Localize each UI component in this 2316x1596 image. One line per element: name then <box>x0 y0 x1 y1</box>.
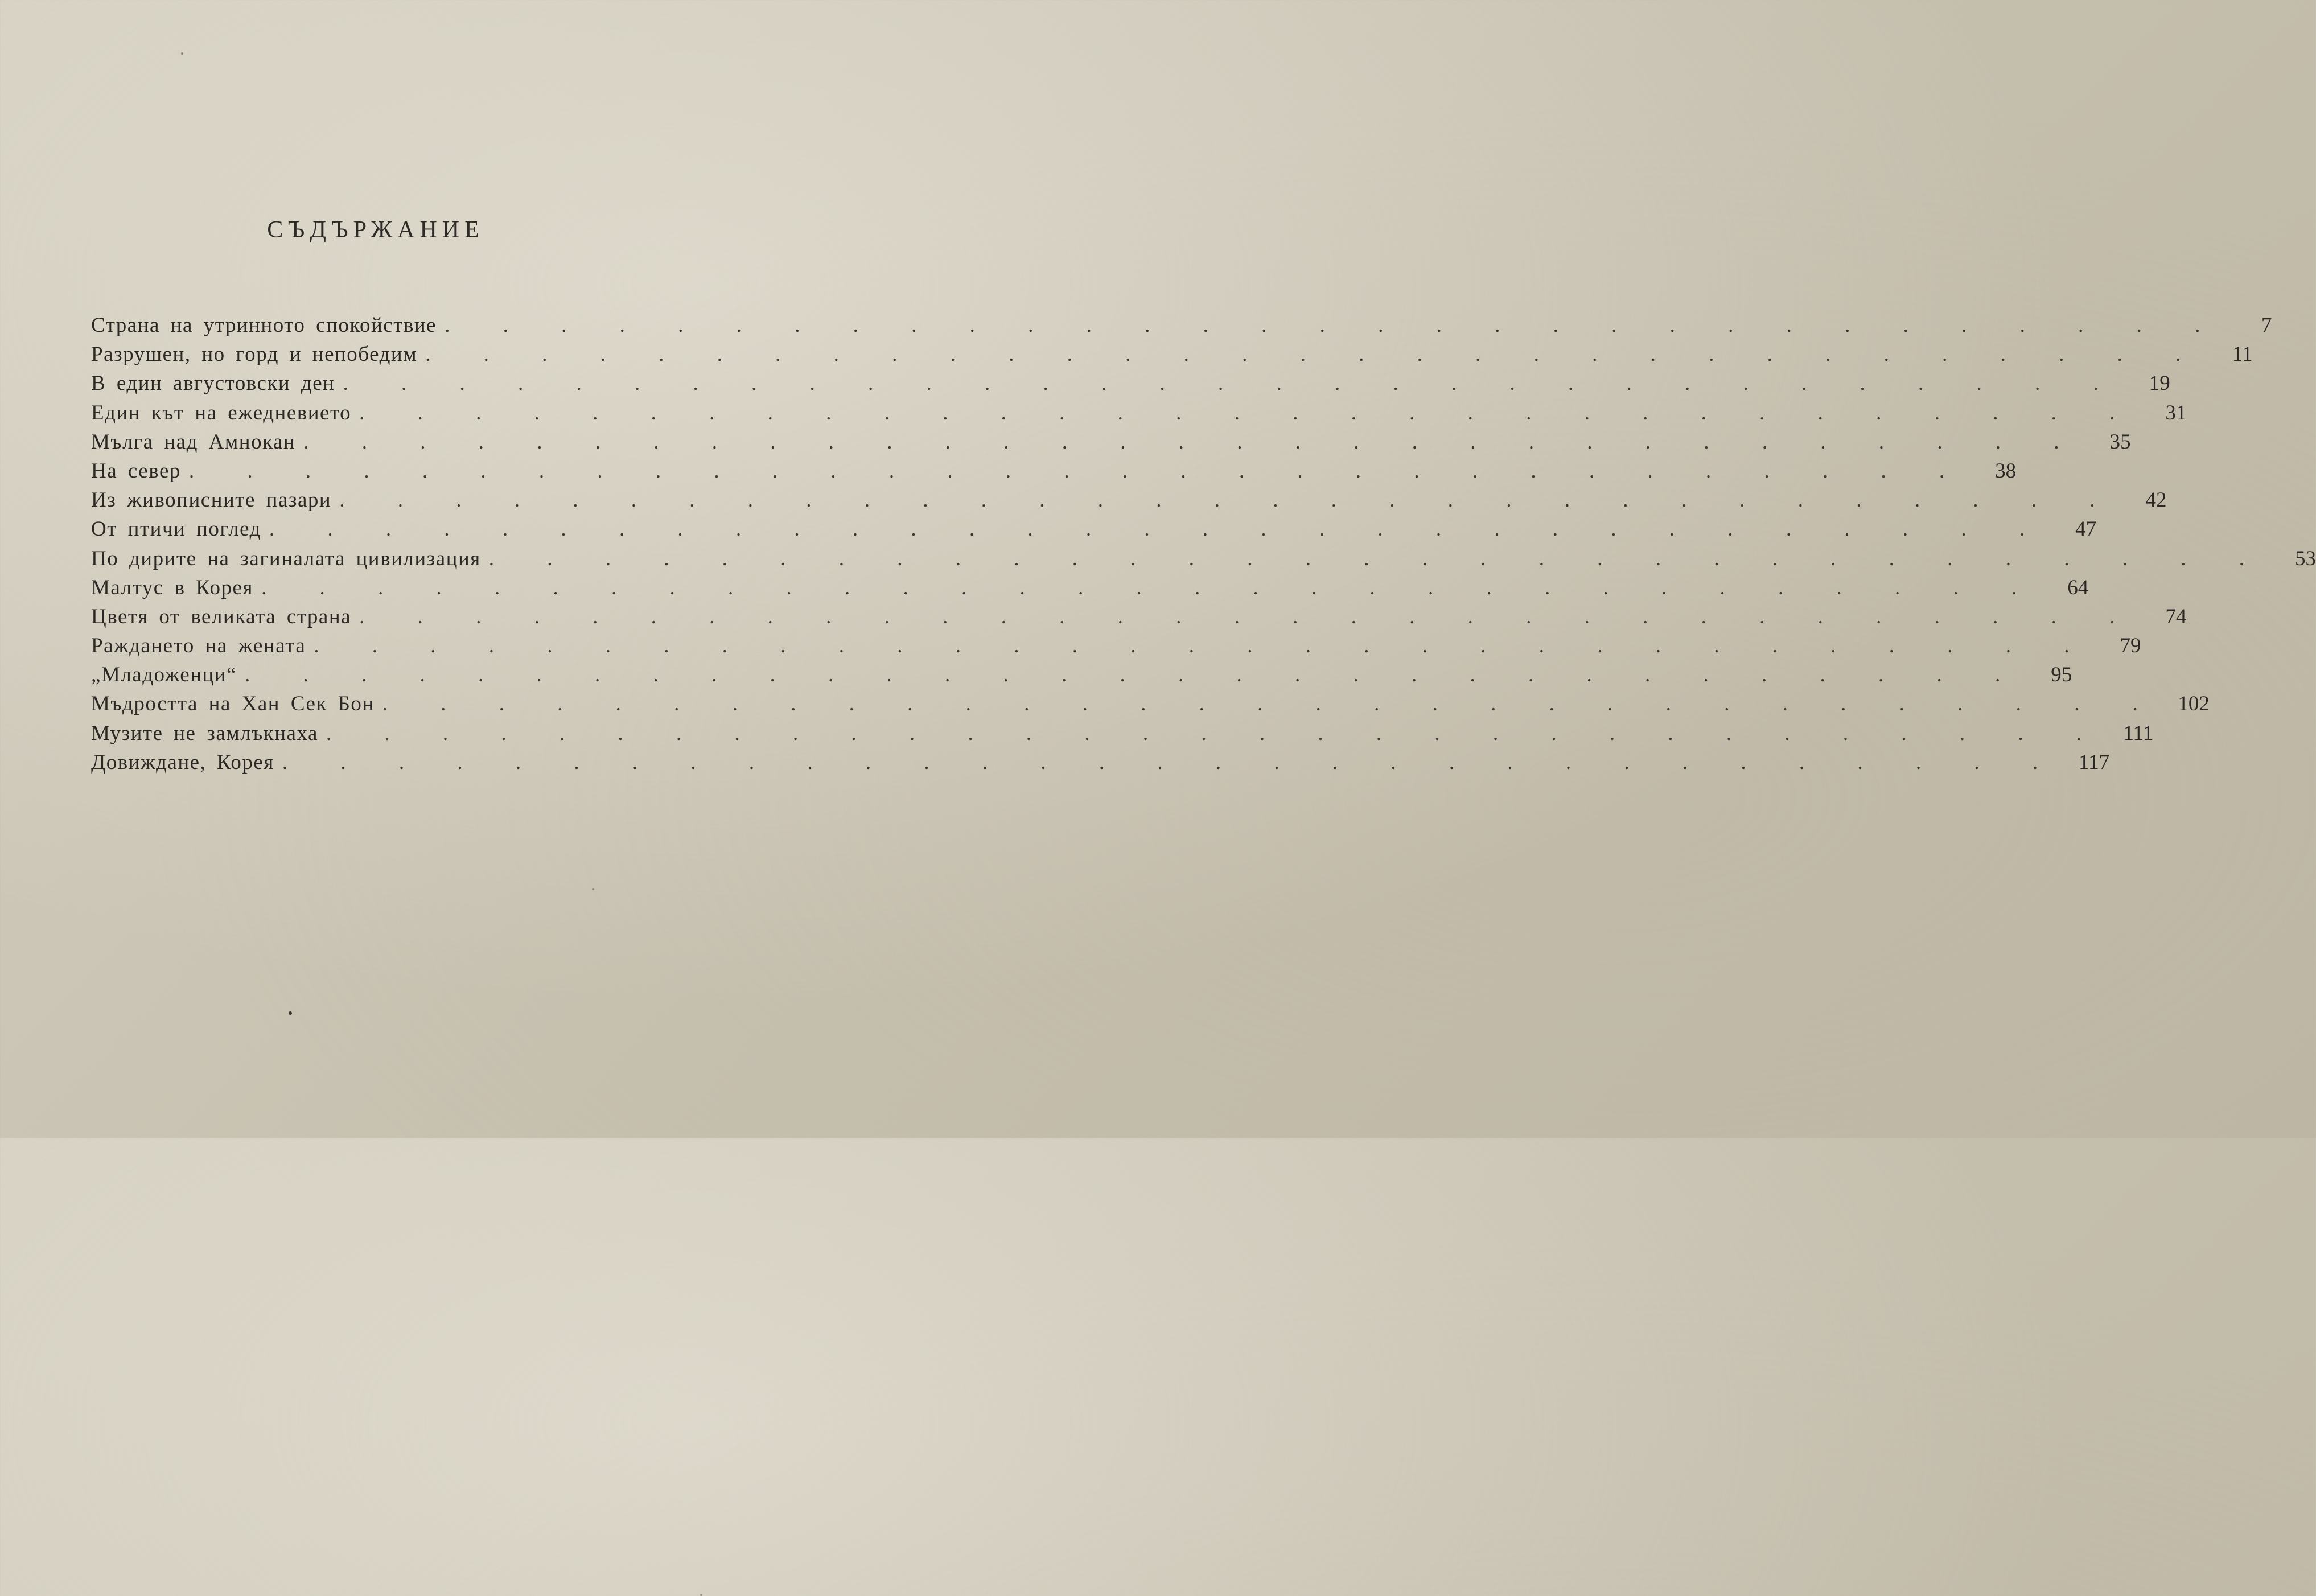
toc-entry-title: Цветя от великата страна <box>91 604 352 628</box>
toc-entry-title: От птичи поглед <box>91 517 261 541</box>
toc-entry-page: 64 <box>2067 575 2089 599</box>
toc-entry <box>91 488 2167 517</box>
toc-entry-page: 95 <box>2051 663 2072 687</box>
toc-leader-dots: . . . . . . . . . . . . . . . . . . . . . . . . . . . . . . . <box>425 343 2203 367</box>
toc-entry <box>91 750 2110 779</box>
toc-entry-page: 38 <box>1995 459 2017 483</box>
toc-leader-dots: . . . . . . . . . . . . . . . . . . . . . . . . . . . . . . . <box>359 604 2137 628</box>
toc-leader-dots: . . . . . . . . . . . . . . . . . . . . . . . . . . . . . . . <box>339 488 2117 512</box>
toc-entry <box>91 371 2170 400</box>
toc-entry <box>91 634 2141 663</box>
toc-entry-title: Довиждане, Корея <box>91 750 274 774</box>
toc-entry-page: 31 <box>2165 401 2187 425</box>
toc-entry <box>91 546 2316 575</box>
toc-entry-page: 117 <box>2078 750 2110 774</box>
toc-entry-page: 79 <box>2120 634 2141 658</box>
toc-entry <box>91 313 2272 342</box>
toc-leader-dots: . . . . . . . . . . . . . . . . . . . . . . . . . . . . . . . <box>188 459 1967 483</box>
toc-leader-dots: . . . . . . . . . . . . . . . . . . . . . . . . . . . . . . . <box>382 692 2159 716</box>
toc-leader-dots: . . . . . . . . . . . . . . . . . . . . . . . . . . . . . . . <box>488 546 2266 570</box>
toc-entry <box>91 575 2089 604</box>
toc-entry-title: Музите не замлъкнаха <box>91 721 318 745</box>
toc-entry <box>91 342 2253 371</box>
toc-entry-title: Мълга над Амнокан <box>91 430 296 454</box>
toc-leader-dots: . . . . . . . . . . . . . . . . . . . . . . . . . . . . . . . <box>244 663 2022 687</box>
toc-entry <box>91 663 2072 692</box>
toc-entry <box>91 517 2097 546</box>
toc-entry-page: 42 <box>2145 488 2167 512</box>
toc-leader-dots: . . . . . . . . . . . . . . . . . . . . . . . . . . . . . . . <box>269 517 2047 541</box>
toc-entry-title: Мъдростта на Хан Сек Бон <box>91 692 375 716</box>
toc-leader-dots: . . . . . . . . . . . . . . . . . . . . . . . . . . . . . . . <box>282 750 2060 774</box>
toc-entry <box>91 604 2187 634</box>
toc-entry-title: Из живописните пазари <box>91 488 332 512</box>
toc-leader-dots: . . . . . . . . . . . . . . . . . . . . . . . . . . . . . . . <box>326 721 2104 745</box>
toc-entry-page: 53 <box>2295 546 2316 570</box>
toc-entry-page: 102 <box>2178 692 2210 716</box>
toc-entry-title: Страна на утринното спокойствие <box>91 314 437 337</box>
toc-entry-title: На север <box>91 459 181 483</box>
toc-leader-dots: . . . . . . . . . . . . . . . . . . . . . . . . . . . . . . . <box>445 314 2222 337</box>
paper-speck <box>181 52 183 55</box>
toc-leader-dots: . . . . . . . . . . . . . . . . . . . . . . . . . . . . . . . <box>303 430 2081 454</box>
toc-entry-title: По дирите на загиналата цивилизация <box>91 546 481 570</box>
toc-entry-title: „Младоженци“ <box>91 663 237 687</box>
paper-speck <box>700 1594 702 1596</box>
toc-entry-title: Раждането на жената <box>91 634 306 658</box>
toc-entry <box>91 721 2154 750</box>
toc-leader-dots: . . . . . . . . . . . . . . . . . . . . . . . . . . . . . . . <box>343 372 2120 396</box>
paper-speck <box>592 888 594 890</box>
paper-speck <box>289 1011 292 1015</box>
toc-entry-page: 74 <box>2165 604 2187 628</box>
toc-entry-page: 7 <box>2261 314 2272 337</box>
toc-entry-title: Един кът на ежедневието <box>91 401 352 425</box>
toc-entry <box>91 459 2017 488</box>
toc-entry-title: Малтус в Корея <box>91 575 253 599</box>
toc-entry <box>91 401 2187 430</box>
table-of-contents <box>91 313 2316 779</box>
toc-entry-title: В един августовски ден <box>91 372 335 396</box>
toc-entry-title: Разрушен, но горд и непобедим <box>91 343 418 367</box>
toc-leader-dots: . . . . . . . . . . . . . . . . . . . . . . . . . . . . . . . <box>261 575 2039 599</box>
toc-leader-dots: . . . . . . . . . . . . . . . . . . . . . . . . . . . . . . . <box>359 401 2137 425</box>
toc-leader-dots: . . . . . . . . . . . . . . . . . . . . . . . . . . . . . . . <box>314 634 2091 658</box>
toc-entry-page: 47 <box>2075 517 2097 541</box>
toc-entry-page: 19 <box>2149 372 2170 396</box>
toc-entry-page: 11 <box>2232 343 2253 367</box>
toc-entry-page: 35 <box>2109 430 2131 454</box>
toc-entry-page: 111 <box>2123 721 2154 745</box>
toc-entry <box>91 692 2210 721</box>
toc-entry <box>91 430 2131 459</box>
page-title: СЪДЪРЖАНИЕ <box>267 217 484 243</box>
